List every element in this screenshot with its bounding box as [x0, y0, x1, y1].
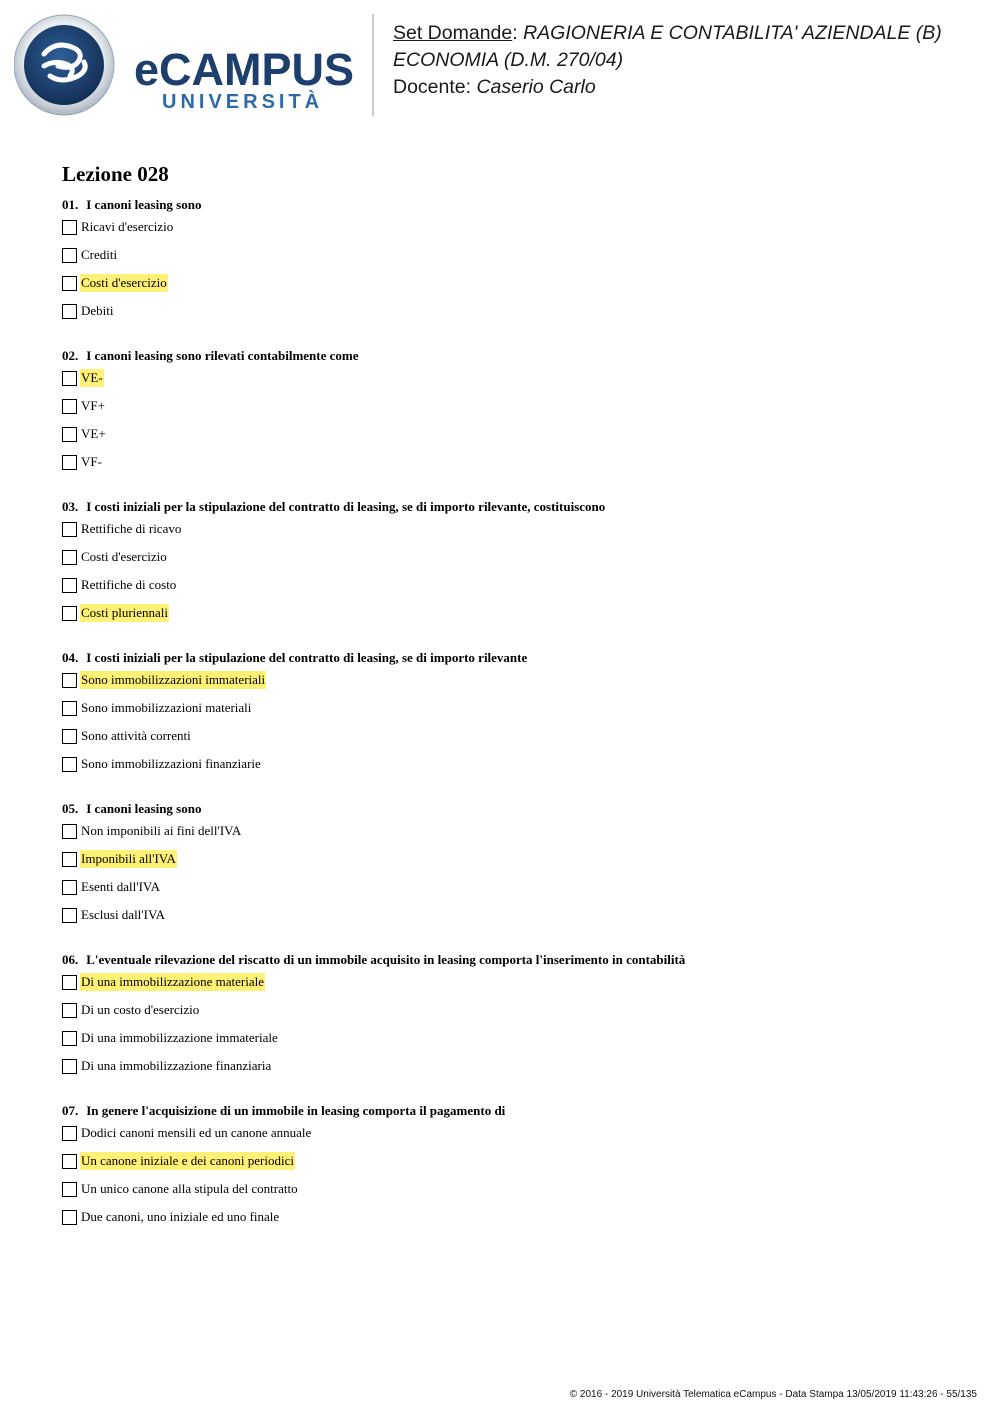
answer-checkbox[interactable]	[62, 975, 77, 990]
answer-label: Di un costo d'esercizio	[81, 1002, 200, 1017]
answer-option	[62, 906, 962, 934]
answer-option	[62, 576, 962, 604]
answer-option	[62, 1208, 962, 1236]
answer-checkbox[interactable]	[62, 399, 77, 414]
answer-label: Dodici canoni mensili ed un canone annuale	[81, 1125, 312, 1140]
question-text	[62, 1102, 962, 1124]
question-label: I costi iniziali per la stipulazione del contratto di leasing, se di importo rilevante, costituiscono	[86, 499, 606, 514]
question-text	[62, 347, 962, 369]
logo-brand-text: eCAMPUS	[134, 44, 355, 95]
answer-checkbox[interactable]	[62, 1126, 77, 1141]
answer-label: Debiti	[81, 303, 114, 318]
document-header	[0, 0, 1000, 140]
answer-option	[62, 274, 962, 302]
answer-checkbox[interactable]	[62, 1182, 77, 1197]
answer-label: Costi d'esercizio	[81, 549, 167, 564]
answer-label: Costi d'esercizio	[81, 275, 167, 290]
answer-checkbox[interactable]	[62, 522, 77, 537]
answer-label: VF-	[81, 454, 102, 469]
teacher-line	[393, 74, 993, 101]
answer-option	[62, 520, 962, 548]
answer-option	[62, 878, 962, 906]
course-line-1	[393, 20, 993, 47]
answer-label: Esclusi dall'IVA	[81, 907, 166, 922]
answer-checkbox[interactable]	[62, 455, 77, 470]
answer-label: VE+	[81, 426, 106, 441]
answer-label: Sono immobilizzazioni finanziarie	[81, 756, 261, 771]
answer-option	[62, 973, 962, 1001]
answer-checkbox[interactable]	[62, 1031, 77, 1046]
logo-subtitle-text: UNIVERSITÀ	[162, 91, 324, 113]
answer-label: Costi pluriennali	[81, 605, 169, 620]
answer-option	[62, 1001, 962, 1029]
answer-option	[62, 850, 962, 878]
answer-label: Crediti	[81, 247, 118, 262]
answer-label: Esenti dall'IVA	[81, 879, 161, 894]
answer-label: VE-	[81, 370, 103, 385]
answer-label: Di una immobilizzazione materiale	[81, 974, 265, 989]
question-list	[62, 196, 962, 1242]
answer-checkbox[interactable]	[62, 304, 77, 319]
answer-label: Due canoni, uno iniziale ed uno finale	[81, 1209, 280, 1224]
question-number: 06.	[62, 952, 79, 967]
answer-checkbox[interactable]	[62, 1059, 77, 1074]
course-degree: ECONOMIA (D.M. 270/04)	[393, 49, 624, 71]
question-number: 05.	[62, 801, 79, 816]
answer-option	[62, 671, 962, 699]
answer-checkbox[interactable]	[62, 757, 77, 772]
question-block	[62, 800, 962, 951]
answer-option	[62, 604, 962, 632]
question-text	[62, 196, 962, 218]
answer-checkbox[interactable]	[62, 550, 77, 565]
answer-checkbox[interactable]	[62, 371, 77, 386]
question-block	[62, 347, 962, 498]
teacher-name: Caserio Carlo	[476, 76, 596, 98]
ecampus-logo	[14, 14, 359, 118]
page-footer: © 2016 - 2019 Università Telematica eCampus - Data Stampa 13/05/2019 11:43:26 - 55/135	[569, 1389, 977, 1400]
answer-checkbox[interactable]	[62, 729, 77, 744]
answer-option	[62, 1180, 962, 1208]
course-line-2	[393, 47, 993, 74]
question-label: In genere l'acquisizione di un immobile in leasing comporta il pagamento di	[86, 1103, 506, 1118]
answer-label: Un canone iniziale e dei canoni periodici	[81, 1153, 294, 1168]
header-divider	[372, 14, 374, 116]
question-label: I canoni leasing sono	[86, 197, 202, 212]
question-block	[62, 951, 962, 1102]
question-block	[62, 649, 962, 800]
answer-option	[62, 727, 962, 755]
answer-option	[62, 548, 962, 576]
answer-option	[62, 218, 962, 246]
answer-checkbox[interactable]	[62, 701, 77, 716]
teacher-label: Docente:	[393, 76, 477, 98]
question-block	[62, 498, 962, 649]
question-number: 03.	[62, 499, 79, 514]
answer-label: Sono immobilizzazioni materiali	[81, 700, 252, 715]
question-number: 07.	[62, 1103, 79, 1118]
answer-label: Di una immobilizzazione immateriale	[81, 1030, 278, 1045]
answer-label: Un unico canone alla stipula del contratto	[81, 1181, 298, 1196]
answer-label: Di una immobilizzazione finanziaria	[81, 1058, 272, 1073]
answer-label: Sono immobilizzazioni immateriali	[81, 672, 266, 687]
answer-option	[62, 302, 962, 330]
answer-label: Imponibili all'IVA	[81, 851, 176, 866]
answer-checkbox[interactable]	[62, 908, 77, 923]
question-block	[62, 196, 962, 347]
answer-option	[62, 1057, 962, 1085]
question-number: 04.	[62, 650, 79, 665]
answer-option	[62, 755, 962, 783]
logo-emblem-icon	[14, 15, 114, 115]
answer-checkbox[interactable]	[62, 1210, 77, 1225]
answer-option	[62, 1029, 962, 1057]
question-label: I canoni leasing sono rilevati contabilmente come	[86, 348, 359, 363]
question-label: I canoni leasing sono	[86, 801, 202, 816]
answer-checkbox[interactable]	[62, 852, 77, 867]
answer-option	[62, 1124, 962, 1152]
question-label: L'eventuale rilevazione del riscatto di un immobile acquisito in leasing comporta l'inserimento in contabilità	[86, 952, 686, 967]
answer-checkbox[interactable]	[62, 673, 77, 688]
question-text	[62, 649, 962, 671]
question-label: I costi iniziali per la stipulazione del contratto di leasing, se di importo rilevante	[86, 650, 528, 665]
answer-checkbox[interactable]	[62, 1003, 77, 1018]
answer-label: Rettifiche di ricavo	[81, 521, 182, 536]
answer-checkbox[interactable]	[62, 578, 77, 593]
question-block	[62, 1102, 962, 1242]
answer-label: Ricavi d'esercizio	[81, 219, 174, 234]
answer-option	[62, 822, 962, 850]
answer-option	[62, 425, 962, 453]
answer-label: Sono attività correnti	[81, 728, 191, 743]
answer-label: Non imponibili ai fini dell'IVA	[81, 823, 242, 838]
question-text	[62, 951, 962, 973]
set-separator: :	[512, 22, 524, 44]
answer-label: Rettifiche di costo	[81, 577, 177, 592]
answer-label: VF+	[81, 398, 105, 413]
answer-option	[62, 246, 962, 274]
answer-option	[62, 1152, 962, 1180]
question-number: 01.	[62, 197, 79, 212]
answer-checkbox[interactable]	[62, 1154, 77, 1169]
answer-option	[62, 369, 962, 397]
course-name: RAGIONERIA E CONTABILITA' AZIENDALE (B)	[523, 22, 942, 44]
answer-checkbox[interactable]	[62, 606, 77, 621]
answer-checkbox[interactable]	[62, 248, 77, 263]
answer-checkbox[interactable]	[62, 220, 77, 235]
course-info	[393, 20, 993, 101]
set-label: Set Domande	[393, 22, 513, 44]
question-text	[62, 498, 962, 520]
answer-checkbox[interactable]	[62, 276, 77, 291]
answer-checkbox[interactable]	[62, 880, 77, 895]
answer-checkbox[interactable]	[62, 824, 77, 839]
answer-option	[62, 453, 962, 481]
answer-option	[62, 397, 962, 425]
question-text	[62, 800, 962, 822]
question-number: 02.	[62, 348, 79, 363]
lesson-title: Lezione 028	[62, 162, 169, 186]
answer-option	[62, 699, 962, 727]
answer-checkbox[interactable]	[62, 427, 77, 442]
